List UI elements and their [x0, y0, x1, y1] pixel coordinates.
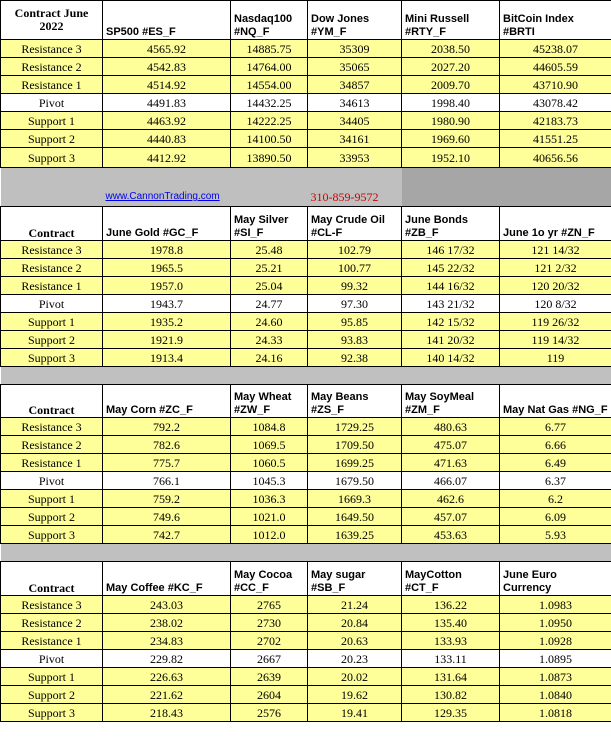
table-row	[1, 704, 611, 722]
price-cell: 25.21	[231, 259, 308, 277]
row-label: Resistance 2	[1, 614, 103, 632]
website-link[interactable]: www.CannonTrading.com	[105, 191, 220, 202]
row-label: Pivot	[1, 295, 103, 313]
price-cell: 20.63	[308, 632, 402, 650]
banner-row	[1, 168, 611, 207]
price-cell: 119 14/32	[500, 331, 611, 349]
separator-cell	[231, 544, 308, 562]
price-cell: 33953	[308, 148, 402, 168]
price-cell: 475.07	[402, 436, 500, 454]
row-label: Pivot	[1, 94, 103, 112]
price-cell: 775.7	[103, 454, 231, 472]
price-cell: 1.0818	[500, 704, 611, 722]
price-cell: 1998.40	[402, 94, 500, 112]
price-cell: 1913.4	[103, 349, 231, 367]
row-label: Support 1	[1, 313, 103, 331]
price-cell: 243.03	[103, 596, 231, 614]
price-cell: 1.0983	[500, 596, 611, 614]
price-cell: 144 16/32	[402, 277, 500, 295]
banner-phone-cell	[308, 168, 402, 207]
header-col-4: May SoyMeal #ZM_F	[402, 385, 500, 418]
price-cell: 34613	[308, 94, 402, 112]
price-cell: 2667	[231, 650, 308, 668]
price-cell: 1.0840	[500, 686, 611, 704]
row-label: Pivot	[1, 650, 103, 668]
price-cell: 120 20/32	[500, 277, 611, 295]
price-cell: 1036.3	[231, 490, 308, 508]
price-cell: 121 14/32	[500, 241, 611, 259]
price-cell: 142 15/32	[402, 313, 500, 331]
table-row	[1, 58, 611, 76]
price-cell: 34857	[308, 76, 402, 94]
price-cell: 14222.25	[231, 112, 308, 130]
price-cell: 1.0895	[500, 650, 611, 668]
price-cell: 1.0873	[500, 668, 611, 686]
table-row	[1, 508, 611, 526]
price-cell: 21.24	[308, 596, 402, 614]
table-row	[1, 76, 611, 94]
header-col-1: June Gold #GC_F	[103, 207, 231, 241]
price-cell: 4412.92	[103, 148, 231, 168]
price-cell: 34161	[308, 130, 402, 148]
price-cell: 20.23	[308, 650, 402, 668]
header-col-2: May Silver #SI_F	[231, 207, 308, 241]
price-cell: 749.6	[103, 508, 231, 526]
row-label: Resistance 1	[1, 632, 103, 650]
separator-cell	[103, 544, 231, 562]
price-cell: 1021.0	[231, 508, 308, 526]
price-cell: 6.49	[500, 454, 611, 472]
table-row	[1, 668, 611, 686]
price-cell: 792.2	[103, 418, 231, 436]
price-cell: 462.6	[402, 490, 500, 508]
price-cell: 14885.75	[231, 40, 308, 58]
row-label: Resistance 3	[1, 596, 103, 614]
separator-cell	[1, 367, 103, 385]
header-col-2: Nasdaq100 #NQ_F	[231, 1, 308, 40]
table-row	[1, 313, 611, 331]
row-label: Resistance 3	[1, 241, 103, 259]
banner-spacer	[500, 168, 611, 207]
header-col-2: May Cocoa #CC_F	[231, 562, 308, 596]
section-1-header	[1, 1, 611, 40]
section-4-header	[1, 562, 611, 596]
row-label: Resistance 2	[1, 259, 103, 277]
price-cell: 119	[500, 349, 611, 367]
separator-cell	[103, 367, 231, 385]
price-cell: 19.62	[308, 686, 402, 704]
row-label: Support 2	[1, 331, 103, 349]
price-cell: 2009.70	[402, 76, 500, 94]
row-label: Support 2	[1, 508, 103, 526]
section-2-header	[1, 207, 611, 241]
table-row	[1, 130, 611, 148]
price-cell: 1965.5	[103, 259, 231, 277]
price-cell: 4463.92	[103, 112, 231, 130]
price-cell: 102.79	[308, 241, 402, 259]
separator-cell	[1, 544, 103, 562]
price-cell: 1069.5	[231, 436, 308, 454]
price-cell: 121 2/32	[500, 259, 611, 277]
price-cell: 4440.83	[103, 130, 231, 148]
banner-spacer	[1, 168, 103, 207]
price-cell: 119 26/32	[500, 313, 611, 331]
price-cell: 1935.2	[103, 313, 231, 331]
price-cell: 2765	[231, 596, 308, 614]
price-cell: 1.0928	[500, 632, 611, 650]
separator-cell	[231, 367, 308, 385]
price-cell: 218.43	[103, 704, 231, 722]
price-cell: 45238.07	[500, 40, 611, 58]
price-cell: 42183.73	[500, 112, 611, 130]
table-body	[1, 1, 611, 722]
price-cell: 34405	[308, 112, 402, 130]
price-cell: 453.63	[402, 526, 500, 544]
price-cell: 133.93	[402, 632, 500, 650]
price-cell: 25.48	[231, 241, 308, 259]
separator-cell	[402, 367, 500, 385]
table-row	[1, 472, 611, 490]
price-cell: 471.63	[402, 454, 500, 472]
price-cell: 4565.92	[103, 40, 231, 58]
separator-cell	[500, 367, 611, 385]
price-cell: 1969.60	[402, 130, 500, 148]
table-row	[1, 331, 611, 349]
table-row	[1, 614, 611, 632]
table-row	[1, 112, 611, 130]
row-label: Resistance 2	[1, 436, 103, 454]
table-row	[1, 686, 611, 704]
price-cell: 100.77	[308, 259, 402, 277]
price-cell: 13890.50	[231, 148, 308, 168]
section-separator	[1, 544, 611, 562]
price-cell: 6.66	[500, 436, 611, 454]
price-cell: 6.09	[500, 508, 611, 526]
price-cell: 1012.0	[231, 526, 308, 544]
row-label: Support 1	[1, 668, 103, 686]
price-cell: 120 8/32	[500, 295, 611, 313]
phone-number: 310-859-9572	[310, 190, 379, 204]
price-cell: 2027.20	[402, 58, 500, 76]
price-cell: 131.64	[402, 668, 500, 686]
header-contract: Contract	[1, 385, 103, 418]
price-cell: 99.32	[308, 277, 402, 295]
price-cell: 234.83	[103, 632, 231, 650]
header-col-3: May sugar #SB_F	[308, 562, 402, 596]
header-col-1: May Corn #ZC_F	[103, 385, 231, 418]
price-cell: 5.93	[500, 526, 611, 544]
price-cell: 24.60	[231, 313, 308, 331]
row-label: Support 3	[1, 148, 103, 168]
table-row	[1, 632, 611, 650]
price-cell: 92.38	[308, 349, 402, 367]
separator-cell	[308, 367, 402, 385]
price-cell: 14554.00	[231, 76, 308, 94]
price-cell: 14764.00	[231, 58, 308, 76]
table-row	[1, 436, 611, 454]
row-label: Support 3	[1, 526, 103, 544]
price-cell: 1639.25	[308, 526, 402, 544]
price-cell: 1699.25	[308, 454, 402, 472]
price-cell: 97.30	[308, 295, 402, 313]
header-col-3: May Beans #ZS_F	[308, 385, 402, 418]
price-cell: 226.63	[103, 668, 231, 686]
table-row	[1, 148, 611, 168]
price-cell: 2730	[231, 614, 308, 632]
header-col-4: MayCotton #CT_F	[402, 562, 500, 596]
row-label: Pivot	[1, 472, 103, 490]
header-col-4: June Bonds #ZB_F	[402, 207, 500, 241]
price-cell: 40656.56	[500, 148, 611, 168]
header-col-3: May Crude Oil #CL-F	[308, 207, 402, 241]
price-cell: 130.82	[402, 686, 500, 704]
header-col-5: May Nat Gas #NG_F	[500, 385, 611, 418]
price-cell: 146 17/32	[402, 241, 500, 259]
header-contract: Contract	[1, 207, 103, 241]
price-cell: 2038.50	[402, 40, 500, 58]
table-row	[1, 596, 611, 614]
price-cell: 141 20/32	[402, 331, 500, 349]
table-row	[1, 454, 611, 472]
header-contract: Contract	[1, 562, 103, 596]
row-label: Resistance 3	[1, 418, 103, 436]
price-cell: 1729.25	[308, 418, 402, 436]
price-cell: 1679.50	[308, 472, 402, 490]
row-label: Support 2	[1, 686, 103, 704]
row-label: Resistance 3	[1, 40, 103, 58]
separator-cell	[402, 544, 500, 562]
section-separator	[1, 367, 611, 385]
price-cell: 4491.83	[103, 94, 231, 112]
price-cell: 4542.83	[103, 58, 231, 76]
price-cell: 25.04	[231, 277, 308, 295]
price-cell: 221.62	[103, 686, 231, 704]
price-cell: 1060.5	[231, 454, 308, 472]
separator-cell	[308, 544, 402, 562]
header-col-3: Dow Jones #YM_F	[308, 1, 402, 40]
table-row	[1, 490, 611, 508]
price-cell: 1.0950	[500, 614, 611, 632]
price-cell: 480.63	[402, 418, 500, 436]
banner-website-cell	[103, 168, 308, 207]
price-cell: 43078.42	[500, 94, 611, 112]
header-col-4: Mini Russell #RTY_F	[402, 1, 500, 40]
section-3-header	[1, 385, 611, 418]
price-cell: 6.77	[500, 418, 611, 436]
price-cell: 95.85	[308, 313, 402, 331]
price-cell: 466.07	[402, 472, 500, 490]
price-cell: 129.35	[402, 704, 500, 722]
price-cell: 2604	[231, 686, 308, 704]
row-label: Support 3	[1, 349, 103, 367]
price-cell: 44605.59	[500, 58, 611, 76]
price-cell: 24.77	[231, 295, 308, 313]
price-cell: 759.2	[103, 490, 231, 508]
table-row	[1, 277, 611, 295]
price-cell: 14100.50	[231, 130, 308, 148]
table-row	[1, 295, 611, 313]
price-cell: 457.07	[402, 508, 500, 526]
price-cell: 41551.25	[500, 130, 611, 148]
price-cell: 1045.3	[231, 472, 308, 490]
price-cell: 145 22/32	[402, 259, 500, 277]
banner-spacer	[402, 168, 500, 207]
table-row	[1, 40, 611, 58]
row-label: Support 1	[1, 490, 103, 508]
price-cell: 1978.8	[103, 241, 231, 259]
price-cell: 140 14/32	[402, 349, 500, 367]
price-cell: 2576	[231, 704, 308, 722]
price-cell: 143 21/32	[402, 295, 500, 313]
price-cell: 229.82	[103, 650, 231, 668]
table-row	[1, 241, 611, 259]
header-col-2: May Wheat #ZW_F	[231, 385, 308, 418]
price-cell: 2639	[231, 668, 308, 686]
price-cell: 1957.0	[103, 277, 231, 295]
table-row	[1, 259, 611, 277]
price-cell: 1709.50	[308, 436, 402, 454]
table-row	[1, 418, 611, 436]
header-col-1: May Coffee #KC_F	[103, 562, 231, 596]
price-cell: 43710.90	[500, 76, 611, 94]
row-label: Support 3	[1, 704, 103, 722]
header-col-5: June 1o yr #ZN_F	[500, 207, 611, 241]
price-cell: 766.1	[103, 472, 231, 490]
header-col-5: BitCoin Index #BRTI	[500, 1, 611, 40]
table-row	[1, 349, 611, 367]
price-cell: 20.84	[308, 614, 402, 632]
price-cell: 1649.50	[308, 508, 402, 526]
row-label: Resistance 1	[1, 454, 103, 472]
price-cell: 14432.25	[231, 94, 308, 112]
price-cell: 1084.8	[231, 418, 308, 436]
price-cell: 1980.90	[402, 112, 500, 130]
price-cell: 136.22	[402, 596, 500, 614]
table-row	[1, 94, 611, 112]
table-row	[1, 650, 611, 668]
price-cell: 1943.7	[103, 295, 231, 313]
price-cell: 135.40	[402, 614, 500, 632]
price-cell: 238.02	[103, 614, 231, 632]
row-label: Support 1	[1, 112, 103, 130]
price-cell: 35309	[308, 40, 402, 58]
header-contract: Contract June 2022	[1, 1, 103, 40]
price-cell: 4514.92	[103, 76, 231, 94]
price-cell: 1921.9	[103, 331, 231, 349]
price-cell: 1952.10	[402, 148, 500, 168]
header-col-5: June Euro Currency	[500, 562, 611, 596]
price-cell: 2702	[231, 632, 308, 650]
price-cell: 19.41	[308, 704, 402, 722]
price-cell: 742.7	[103, 526, 231, 544]
table-row	[1, 526, 611, 544]
price-cell: 6.2	[500, 490, 611, 508]
header-col-1: SP500 #ES_F	[103, 1, 231, 40]
price-cell: 24.33	[231, 331, 308, 349]
price-cell: 20.02	[308, 668, 402, 686]
price-cell: 133.11	[402, 650, 500, 668]
row-label: Resistance 1	[1, 76, 103, 94]
price-cell: 6.37	[500, 472, 611, 490]
row-label: Resistance 1	[1, 277, 103, 295]
separator-cell	[500, 544, 611, 562]
price-cell: 782.6	[103, 436, 231, 454]
price-cell: 35065	[308, 58, 402, 76]
row-label: Resistance 2	[1, 58, 103, 76]
row-label: Support 2	[1, 130, 103, 148]
price-cell: 1669.3	[308, 490, 402, 508]
price-cell: 24.16	[231, 349, 308, 367]
price-cell: 93.83	[308, 331, 402, 349]
